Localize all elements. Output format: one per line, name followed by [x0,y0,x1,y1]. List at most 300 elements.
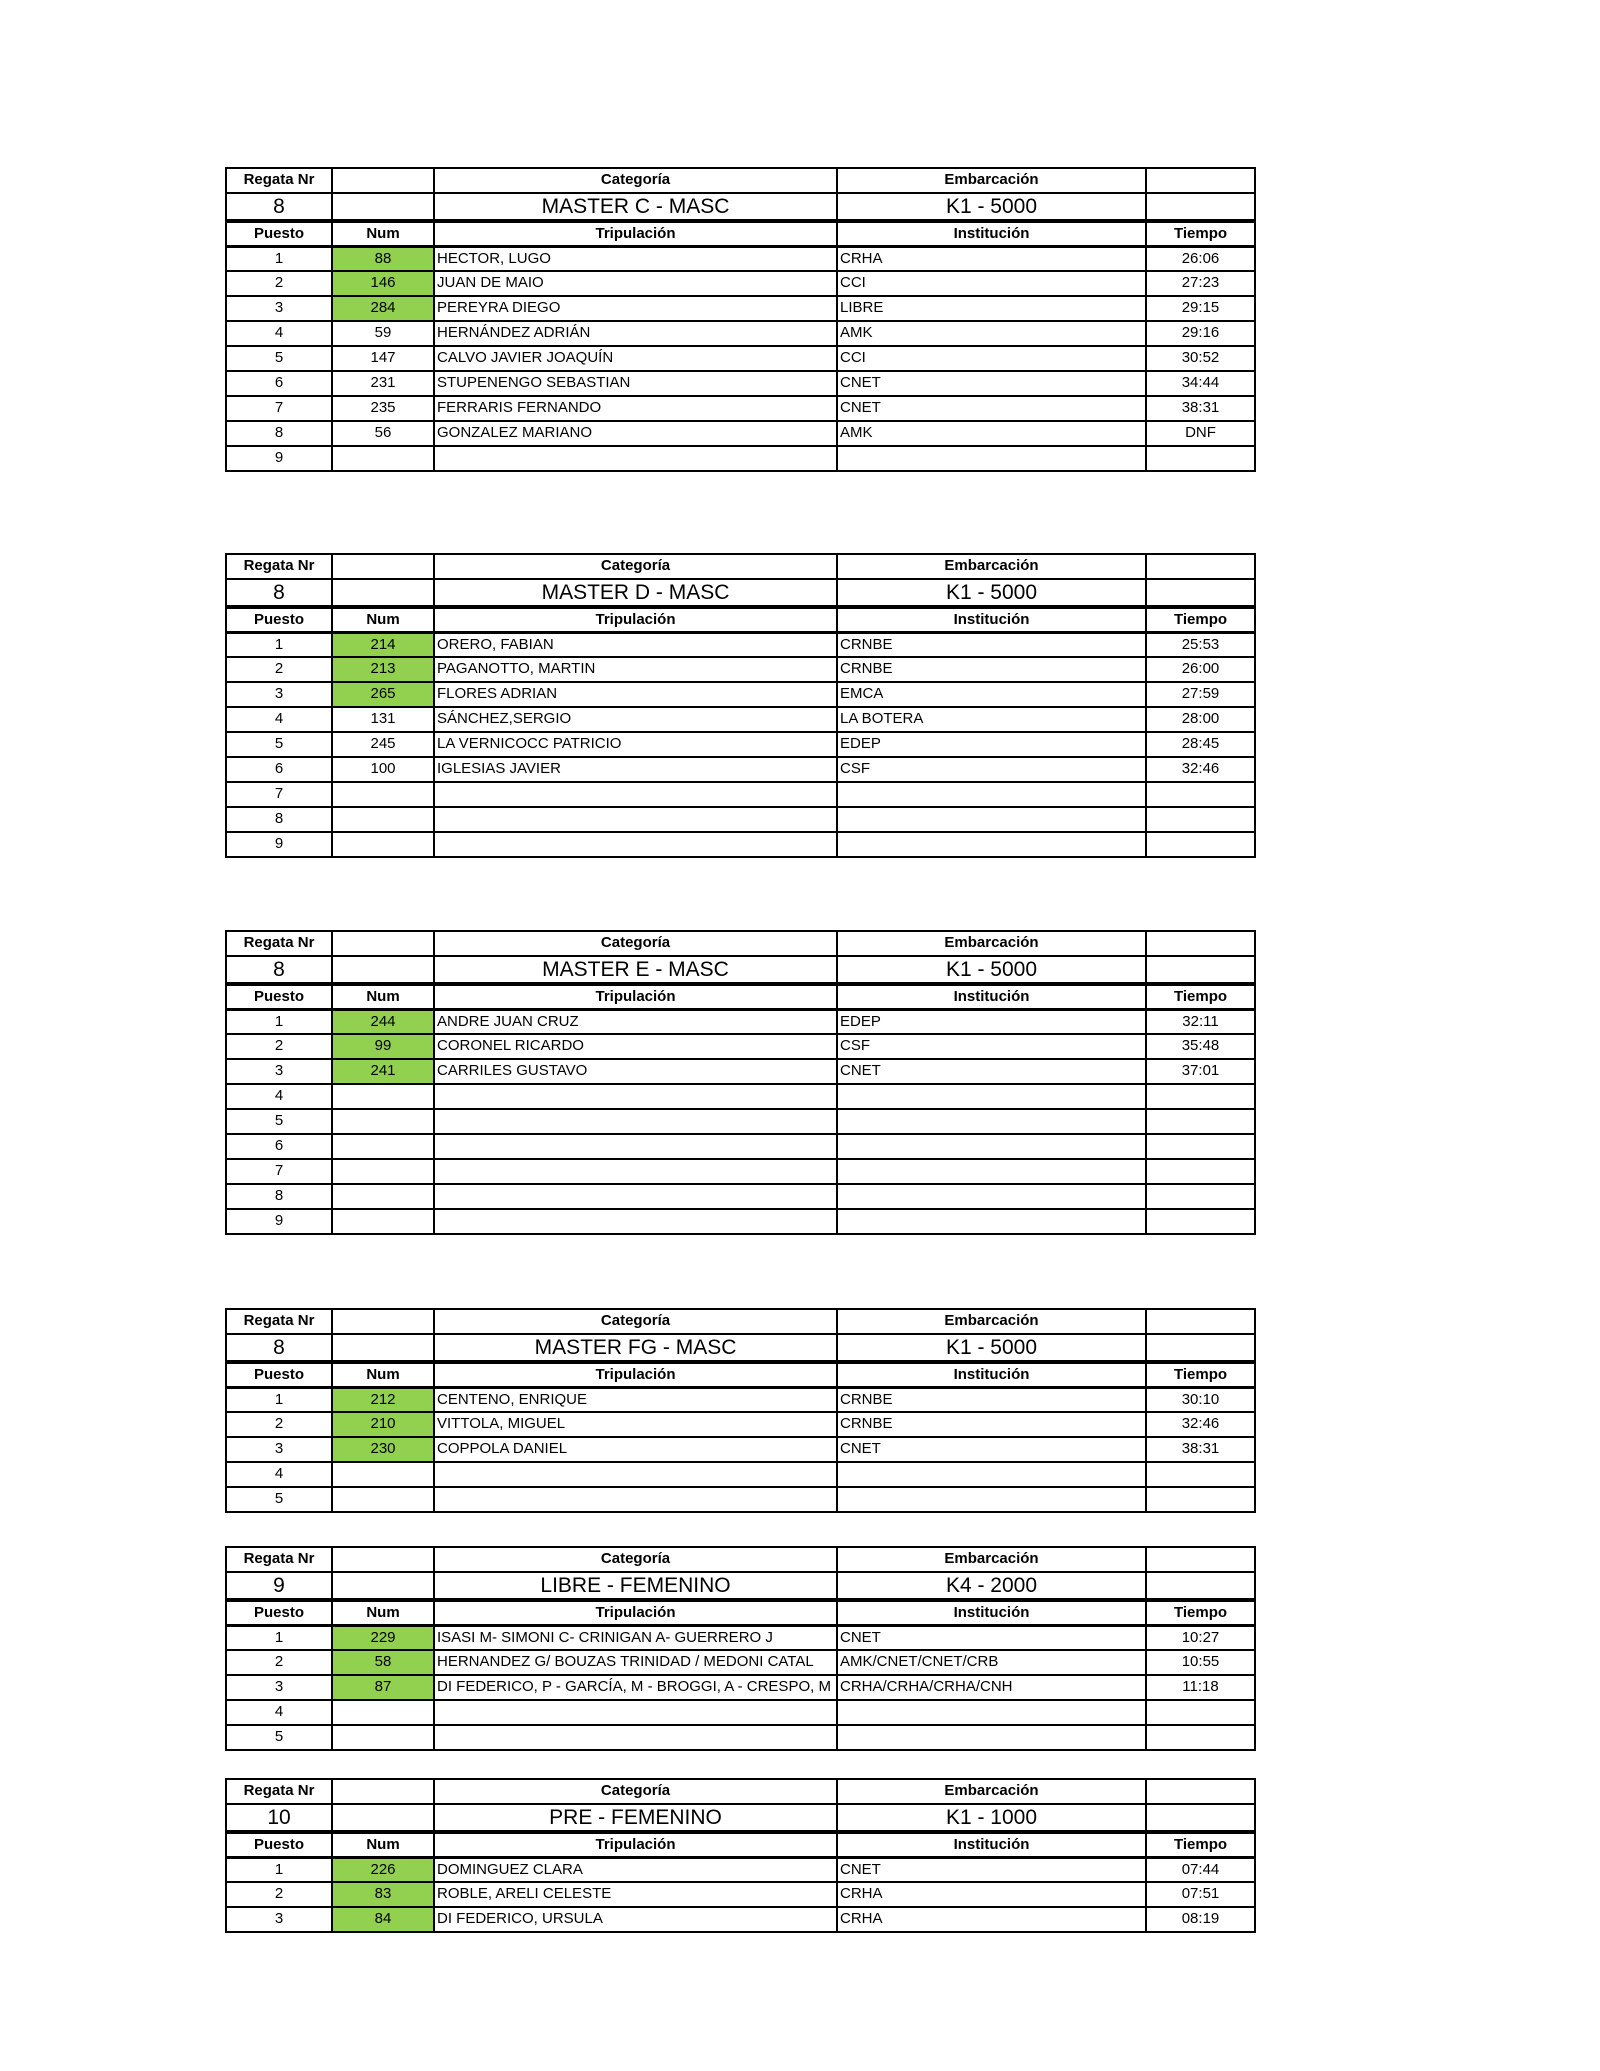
tripulacion-cell [434,1487,837,1512]
meta-spacer-cell [1146,1309,1255,1334]
puesto-cell: 2 [226,657,332,682]
num-cell: 284 [332,296,434,321]
tiempo-cell [1146,1462,1255,1487]
tripulacion-column-header: Tripulación [434,1362,837,1387]
puesto-cell: 3 [226,1059,332,1084]
num-cell [332,1487,434,1512]
institucion-cell [837,1487,1146,1512]
institucion-cell [837,1084,1146,1109]
institucion-cell [837,1209,1146,1234]
regata-nr-label: Regata Nr [226,554,332,579]
tripulacion-cell [434,832,837,857]
num-cell: 226 [332,1857,434,1882]
puesto-cell: 7 [226,782,332,807]
meta-spacer-cell [332,193,434,221]
meta-value-row [226,193,1255,221]
tiempo-cell: 11:18 [1146,1675,1255,1700]
puesto-column-header: Puesto [226,1832,332,1857]
result-row [226,296,1255,321]
institucion-cell: CRNBE [837,657,1146,682]
regata-nr-label: Regata Nr [226,1309,332,1334]
meta-spacer-cell [332,956,434,984]
categoria-value: MASTER D - MASC [434,579,837,607]
institucion-cell: CNET [837,396,1146,421]
result-row [226,1625,1255,1650]
tiempo-cell [1146,1109,1255,1134]
institucion-cell: CRHA/CRHA/CRHA/CNH [837,1675,1146,1700]
tiempo-cell: 10:55 [1146,1650,1255,1675]
meta-spacer-cell [1146,1547,1255,1572]
tripulacion-cell: SÁNCHEZ,SERGIO [434,707,837,732]
puesto-cell: 2 [226,1412,332,1437]
tiempo-cell: 27:23 [1146,271,1255,296]
regata-nr-label: Regata Nr [226,168,332,193]
num-cell: 147 [332,346,434,371]
result-row [226,1857,1255,1882]
puesto-column-header: Puesto [226,984,332,1009]
result-row [226,657,1255,682]
puesto-cell: 3 [226,1675,332,1700]
tiempo-cell: 34:44 [1146,371,1255,396]
num-cell: 244 [332,1009,434,1034]
puesto-cell: 9 [226,446,332,471]
result-row [226,707,1255,732]
puesto-cell: 3 [226,1437,332,1462]
meta-value-row [226,1334,1255,1362]
puesto-cell: 2 [226,1882,332,1907]
institucion-cell [837,1109,1146,1134]
puesto-cell: 6 [226,757,332,782]
column-header-row [226,984,1255,1009]
result-row [226,757,1255,782]
institucion-cell: CSF [837,757,1146,782]
result-row [226,371,1255,396]
meta-spacer-cell [1146,554,1255,579]
tiempo-cell: 26:00 [1146,657,1255,682]
institucion-cell: CCI [837,271,1146,296]
meta-value-row [226,1572,1255,1600]
tripulacion-column-header: Tripulación [434,1832,837,1857]
tiempo-column-header: Tiempo [1146,1832,1255,1857]
regata-nr-value: 8 [226,1334,332,1362]
tripulacion-cell: ORERO, FABIAN [434,632,837,657]
num-column-header: Num [332,221,434,246]
tiempo-cell: 27:59 [1146,682,1255,707]
meta-spacer-cell [332,1804,434,1832]
regata-results-table [225,1546,1256,1751]
categoria-value: LIBRE - FEMENINO [434,1572,837,1600]
tripulacion-cell: DI FEDERICO, P - GARCÍA, M - BROGGI, A - CRESPO, M [434,1675,837,1700]
meta-spacer-cell [332,1309,434,1334]
tripulacion-cell: VITTOLA, MIGUEL [434,1412,837,1437]
meta-spacer-cell [332,1334,434,1362]
institucion-cell: CRHA [837,1907,1146,1932]
tiempo-cell: 28:00 [1146,707,1255,732]
institucion-cell [837,1134,1146,1159]
institucion-cell: AMK [837,321,1146,346]
column-header-row [226,1600,1255,1625]
tiempo-cell: 38:31 [1146,396,1255,421]
result-row [226,1700,1255,1725]
meta-spacer-cell [332,1572,434,1600]
num-column-header: Num [332,1362,434,1387]
embarcacion-label: Embarcación [837,1547,1146,1572]
puesto-cell: 5 [226,1109,332,1134]
tripulacion-cell [434,1084,837,1109]
tiempo-cell: 08:19 [1146,1907,1255,1932]
tiempo-cell: 10:27 [1146,1625,1255,1650]
meta-spacer-cell [332,554,434,579]
num-cell: 212 [332,1387,434,1412]
meta-spacer-cell [332,579,434,607]
num-cell: 88 [332,246,434,271]
categoria-value: MASTER FG - MASC [434,1334,837,1362]
puesto-cell: 4 [226,321,332,346]
institucion-column-header: Institución [837,221,1146,246]
institucion-cell: CSF [837,1034,1146,1059]
tripulacion-cell [434,1184,837,1209]
result-row [226,1882,1255,1907]
institucion-cell: CRNBE [837,632,1146,657]
column-header-row [226,1362,1255,1387]
tripulacion-cell: CORONEL RICARDO [434,1034,837,1059]
tripulacion-cell: COPPOLA DANIEL [434,1437,837,1462]
categoria-value: MASTER E - MASC [434,956,837,984]
num-cell: 87 [332,1675,434,1700]
num-cell: 241 [332,1059,434,1084]
tiempo-cell: 30:52 [1146,346,1255,371]
institucion-cell [837,1700,1146,1725]
tripulacion-column-header: Tripulación [434,1600,837,1625]
institucion-cell [837,1159,1146,1184]
embarcacion-label: Embarcación [837,931,1146,956]
num-cell: 229 [332,1625,434,1650]
num-cell: 245 [332,732,434,757]
num-cell [332,446,434,471]
meta-spacer-cell [1146,168,1255,193]
tripulacion-cell [434,446,837,471]
tripulacion-cell: DI FEDERICO, URSULA [434,1907,837,1932]
regata-nr-value: 9 [226,1572,332,1600]
regata-results-table [225,553,1256,858]
tiempo-cell [1146,1184,1255,1209]
meta-header-row [226,1547,1255,1572]
puesto-cell: 4 [226,707,332,732]
institucion-cell: CNET [837,1857,1146,1882]
result-row [226,732,1255,757]
meta-spacer-cell [1146,1804,1255,1832]
tiempo-column-header: Tiempo [1146,221,1255,246]
tiempo-column-header: Tiempo [1146,607,1255,632]
tripulacion-cell: HERNANDEZ G/ BOUZAS TRINIDAD / MEDONI CATAL [434,1650,837,1675]
meta-spacer-cell [1146,1779,1255,1804]
puesto-cell: 1 [226,1009,332,1034]
tripulacion-cell [434,1209,837,1234]
num-cell: 230 [332,1437,434,1462]
tripulacion-cell [434,1134,837,1159]
meta-spacer-cell [1146,193,1255,221]
num-cell: 213 [332,657,434,682]
result-row [226,1159,1255,1184]
result-row [226,632,1255,657]
institucion-cell [837,1184,1146,1209]
num-cell [332,1134,434,1159]
puesto-cell: 8 [226,807,332,832]
regata-table-6 [225,1778,1256,1933]
tiempo-cell [1146,1487,1255,1512]
categoria-label: Categoría [434,168,837,193]
tiempo-cell [1146,782,1255,807]
institucion-cell: AMK/CNET/CNET/CRB [837,1650,1146,1675]
regata-nr-label: Regata Nr [226,931,332,956]
tiempo-cell: 29:16 [1146,321,1255,346]
tripulacion-cell: HECTOR, LUGO [434,246,837,271]
institucion-cell: EDEP [837,1009,1146,1034]
institucion-cell [837,1725,1146,1750]
puesto-cell: 2 [226,1650,332,1675]
tiempo-cell: 07:44 [1146,1857,1255,1882]
institucion-column-header: Institución [837,1362,1146,1387]
num-cell [332,1184,434,1209]
tripulacion-column-header: Tripulación [434,984,837,1009]
result-row [226,782,1255,807]
tripulacion-cell: FERRARIS FERNANDO [434,396,837,421]
result-row [226,1059,1255,1084]
result-row [226,807,1255,832]
meta-value-row [226,1804,1255,1832]
regata-table-4 [225,1308,1256,1513]
institucion-cell [837,446,1146,471]
result-row [226,1084,1255,1109]
institucion-cell: EDEP [837,732,1146,757]
meta-header-row [226,1779,1255,1804]
embarcacion-value: K1 - 1000 [837,1804,1146,1832]
tiempo-cell: 37:01 [1146,1059,1255,1084]
tripulacion-column-header: Tripulación [434,221,837,246]
tripulacion-cell: LA VERNICOCC PATRICIO [434,732,837,757]
num-cell [332,782,434,807]
result-row [226,421,1255,446]
tripulacion-cell: CENTENO, ENRIQUE [434,1387,837,1412]
meta-spacer-cell [1146,931,1255,956]
result-row [226,1462,1255,1487]
institucion-cell [837,832,1146,857]
tiempo-cell: 25:53 [1146,632,1255,657]
result-row [226,1134,1255,1159]
num-cell [332,832,434,857]
num-cell [332,1109,434,1134]
tiempo-cell [1146,1084,1255,1109]
result-row [226,1675,1255,1700]
puesto-cell: 2 [226,1034,332,1059]
result-row [226,1009,1255,1034]
embarcacion-value: K1 - 5000 [837,579,1146,607]
institucion-cell: EMCA [837,682,1146,707]
tiempo-cell: DNF [1146,421,1255,446]
tripulacion-cell [434,807,837,832]
tripulacion-cell [434,1700,837,1725]
categoria-label: Categoría [434,1547,837,1572]
puesto-cell: 6 [226,371,332,396]
puesto-cell: 3 [226,682,332,707]
tiempo-cell: 30:10 [1146,1387,1255,1412]
regata-results-table [225,167,1256,472]
result-row [226,321,1255,346]
tripulacion-cell: FLORES ADRIAN [434,682,837,707]
puesto-cell: 1 [226,632,332,657]
categoria-label: Categoría [434,1309,837,1334]
tripulacion-column-header: Tripulación [434,607,837,632]
institucion-column-header: Institución [837,1832,1146,1857]
meta-header-row [226,554,1255,579]
institucion-cell [837,782,1146,807]
num-cell: 210 [332,1412,434,1437]
embarcacion-label: Embarcación [837,168,1146,193]
result-row [226,246,1255,271]
regata-results-table [225,930,1256,1235]
regata-table-5 [225,1546,1256,1751]
tiempo-cell [1146,832,1255,857]
tripulacion-cell [434,1109,837,1134]
tiempo-cell [1146,1134,1255,1159]
embarcacion-value: K1 - 5000 [837,956,1146,984]
num-column-header: Num [332,607,434,632]
embarcacion-label: Embarcación [837,554,1146,579]
institucion-column-header: Institución [837,607,1146,632]
regata-nr-label: Regata Nr [226,1547,332,1572]
num-cell: 58 [332,1650,434,1675]
tiempo-cell: 38:31 [1146,1437,1255,1462]
result-row [226,346,1255,371]
puesto-cell: 3 [226,1907,332,1932]
num-cell: 231 [332,371,434,396]
institucion-cell: AMK [837,421,1146,446]
result-row [226,1034,1255,1059]
tripulacion-cell: DOMINGUEZ CLARA [434,1857,837,1882]
tiempo-cell: 29:15 [1146,296,1255,321]
puesto-cell: 1 [226,1625,332,1650]
tripulacion-cell: ANDRE JUAN CRUZ [434,1009,837,1034]
regata-nr-value: 8 [226,193,332,221]
puesto-cell: 8 [226,1184,332,1209]
tiempo-cell [1146,1700,1255,1725]
tiempo-cell: 32:11 [1146,1009,1255,1034]
result-row [226,1109,1255,1134]
tiempo-cell [1146,807,1255,832]
institucion-cell [837,1462,1146,1487]
tiempo-cell [1146,1209,1255,1234]
tripulacion-cell: PAGANOTTO, MARTIN [434,657,837,682]
num-cell: 84 [332,1907,434,1932]
num-cell: 235 [332,396,434,421]
institucion-cell: CNET [837,1625,1146,1650]
num-cell: 265 [332,682,434,707]
tiempo-cell: 35:48 [1146,1034,1255,1059]
puesto-cell: 1 [226,1387,332,1412]
result-row [226,396,1255,421]
num-cell [332,807,434,832]
result-row [226,682,1255,707]
puesto-cell: 2 [226,271,332,296]
institucion-cell: CNET [837,1059,1146,1084]
categoria-label: Categoría [434,554,837,579]
regata-nr-value: 8 [226,579,332,607]
result-row [226,1725,1255,1750]
num-cell [332,1159,434,1184]
puesto-cell: 4 [226,1462,332,1487]
tripulacion-cell: IGLESIAS JAVIER [434,757,837,782]
puesto-column-header: Puesto [226,1600,332,1625]
tripulacion-cell [434,1462,837,1487]
puesto-cell: 3 [226,296,332,321]
institucion-cell: CRNBE [837,1412,1146,1437]
tripulacion-cell: PEREYRA DIEGO [434,296,837,321]
num-cell: 131 [332,707,434,732]
embarcacion-value: K1 - 5000 [837,193,1146,221]
institucion-cell: CRNBE [837,1387,1146,1412]
meta-spacer-cell [332,168,434,193]
regata-nr-value: 8 [226,956,332,984]
tiempo-cell [1146,446,1255,471]
institucion-cell [837,807,1146,832]
num-cell: 56 [332,421,434,446]
puesto-cell: 6 [226,1134,332,1159]
puesto-cell: 8 [226,421,332,446]
institucion-cell: CRHA [837,246,1146,271]
tripulacion-cell: GONZALEZ MARIANO [434,421,837,446]
num-cell: 99 [332,1034,434,1059]
result-row [226,1387,1255,1412]
tripulacion-cell [434,1725,837,1750]
num-cell [332,1725,434,1750]
institucion-cell: LA BOTERA [837,707,1146,732]
puesto-cell: 9 [226,832,332,857]
tiempo-cell [1146,1725,1255,1750]
tripulacion-cell: HERNÁNDEZ ADRIÁN [434,321,837,346]
regata-results-table [225,1778,1256,1933]
meta-spacer-cell [332,1547,434,1572]
column-header-row [226,221,1255,246]
puesto-cell: 1 [226,1857,332,1882]
meta-spacer-cell [332,931,434,956]
regata-nr-value: 10 [226,1804,332,1832]
tripulacion-cell: ISASI M- SIMONI C- CRINIGAN A- GUERRERO J [434,1625,837,1650]
categoria-label: Categoría [434,931,837,956]
meta-value-row [226,956,1255,984]
meta-spacer-cell [1146,579,1255,607]
puesto-cell: 4 [226,1084,332,1109]
num-column-header: Num [332,984,434,1009]
result-row [226,446,1255,471]
embarcacion-value: K1 - 5000 [837,1334,1146,1362]
embarcacion-value: K4 - 2000 [837,1572,1146,1600]
puesto-cell: 5 [226,1725,332,1750]
num-column-header: Num [332,1832,434,1857]
puesto-cell: 9 [226,1209,332,1234]
num-cell: 59 [332,321,434,346]
regata-table-1 [225,167,1256,472]
tiempo-cell [1146,1159,1255,1184]
num-column-header: Num [332,1600,434,1625]
result-row [226,1184,1255,1209]
tripulacion-cell: ROBLE, ARELI CELESTE [434,1882,837,1907]
institucion-cell: CNET [837,1437,1146,1462]
tiempo-column-header: Tiempo [1146,984,1255,1009]
result-row [226,1907,1255,1932]
tripulacion-cell: CARRILES GUSTAVO [434,1059,837,1084]
tripulacion-cell [434,782,837,807]
puesto-column-header: Puesto [226,607,332,632]
